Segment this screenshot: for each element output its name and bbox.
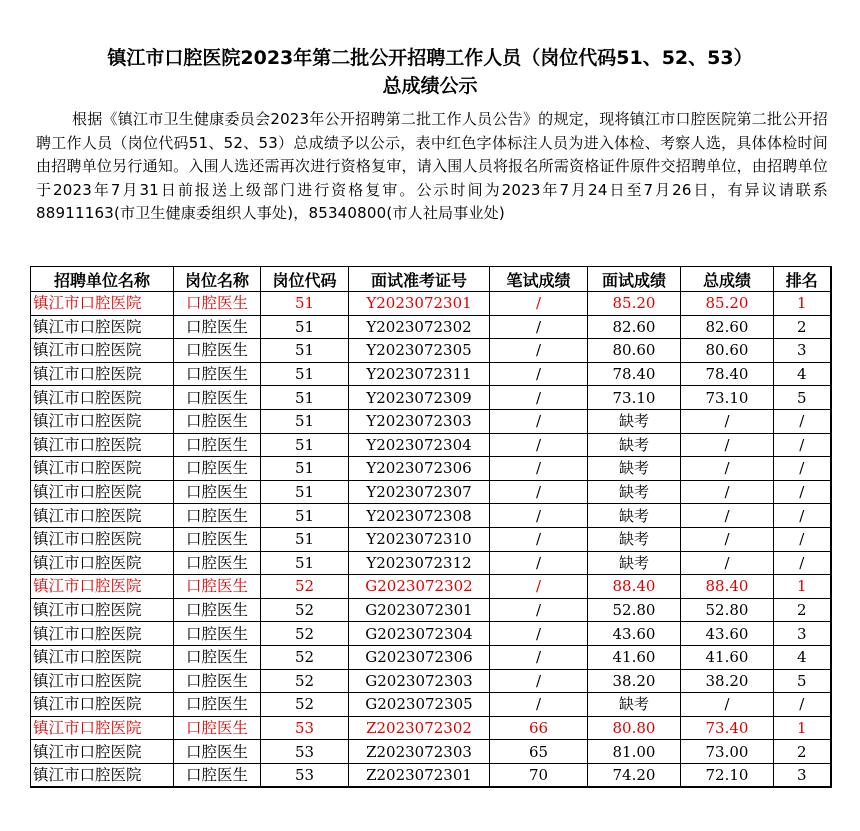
column-header-code: 岗位代码: [261, 267, 349, 292]
cell-post: 口腔医生: [174, 386, 261, 410]
cell-post: 口腔医生: [174, 645, 261, 669]
cell-rank: /: [774, 551, 831, 575]
table-row: [31, 315, 831, 339]
cell-code: 51: [261, 527, 349, 551]
cell-unit: 镇江市口腔医院: [31, 693, 174, 717]
column-header-ticket: 面试准考证号: [349, 267, 490, 292]
cell-written: /: [490, 527, 588, 551]
cell-unit: 镇江市口腔医院: [31, 339, 174, 363]
cell-written: 65: [490, 740, 588, 764]
table-row: [31, 480, 831, 504]
cell-interview: 80.60: [588, 339, 681, 363]
table-row: [31, 551, 831, 575]
column-header-interview: 面试成绩: [588, 267, 681, 292]
cell-ticket: Y2023072306: [349, 457, 490, 481]
cell-ticket: Y2023072307: [349, 480, 490, 504]
table-row: [31, 763, 831, 787]
cell-interview: 38.20: [588, 669, 681, 693]
cell-rank: 2: [774, 315, 831, 339]
cell-code: 51: [261, 315, 349, 339]
cell-interview: 43.60: [588, 622, 681, 646]
table-row: [31, 669, 831, 693]
intro-paragraph: 根据《镇江市卫生健康委员会2023年公开招聘第二批工作人员公告》的规定，现将镇江市口腔医院第二批公开招聘工作人员（岗位代码51、52、53）总成绩予以公示，表中红色字体标注人员为进入体检、考察人选，具体体检时间由招聘单位另行通知。入围人选还需再次进行资格复审，请入围人员将报名所需资格证件原件交招聘单位，由招聘单位于2023年7月31日前报送上级部门进行资格复审。公示时间为2023年7月24日至7月26日，有异议请联系88911163(市卫生健康委组织人事处)，85340800(市人社局事业处): [36, 110, 828, 222]
cell-code: 52: [261, 622, 349, 646]
cell-interview: 缺考: [588, 693, 681, 717]
cell-rank: /: [774, 409, 831, 433]
table-row: [31, 527, 831, 551]
cell-total: 73.10: [681, 386, 774, 410]
cell-total: 88.40: [681, 575, 774, 599]
cell-ticket: Z2023072301: [349, 763, 490, 787]
cell-rank: 5: [774, 386, 831, 410]
cell-ticket: Y2023072308: [349, 504, 490, 528]
cell-code: 52: [261, 645, 349, 669]
cell-ticket: G2023072306: [349, 645, 490, 669]
cell-code: 51: [261, 551, 349, 575]
cell-rank: 3: [774, 339, 831, 363]
cell-interview: 缺考: [588, 551, 681, 575]
cell-code: 51: [261, 480, 349, 504]
cell-post: 口腔医生: [174, 480, 261, 504]
cell-ticket: Z2023072302: [349, 716, 490, 740]
column-header-unit: 招聘单位名称: [31, 267, 174, 292]
cell-ticket: Y2023072304: [349, 433, 490, 457]
cell-interview: 80.80: [588, 716, 681, 740]
cell-total: 78.40: [681, 362, 774, 386]
cell-post: 口腔医生: [174, 551, 261, 575]
table-row: [31, 645, 831, 669]
cell-code: 51: [261, 292, 349, 316]
cell-code: 53: [261, 740, 349, 764]
cell-post: 口腔医生: [174, 362, 261, 386]
cell-post: 口腔医生: [174, 315, 261, 339]
column-header-rank: 排名: [774, 267, 831, 292]
title-line-1: 镇江市口腔医院2023年第二批公开招聘工作人员（岗位代码51、52、53）: [107, 47, 753, 69]
cell-unit: 镇江市口腔医院: [31, 292, 174, 316]
cell-interview: 缺考: [588, 457, 681, 481]
page-title: [0, 44, 860, 100]
cell-interview: 52.80: [588, 598, 681, 622]
cell-unit: 镇江市口腔医院: [31, 645, 174, 669]
cell-interview: 缺考: [588, 504, 681, 528]
cell-rank: /: [774, 480, 831, 504]
table-row: [31, 339, 831, 363]
cell-post: 口腔医生: [174, 575, 261, 599]
cell-total: 73.00: [681, 740, 774, 764]
cell-post: 口腔医生: [174, 504, 261, 528]
cell-written: /: [490, 457, 588, 481]
cell-rank: /: [774, 527, 831, 551]
cell-code: 51: [261, 362, 349, 386]
cell-post: 口腔医生: [174, 740, 261, 764]
table-header-row: [31, 267, 831, 292]
cell-total: 80.60: [681, 339, 774, 363]
cell-unit: 镇江市口腔医院: [31, 669, 174, 693]
table-row: [31, 693, 831, 717]
cell-code: 51: [261, 457, 349, 481]
cell-interview: 88.40: [588, 575, 681, 599]
cell-total: /: [681, 433, 774, 457]
table-row: [31, 575, 831, 599]
title-line-2: 总成绩公示: [382, 75, 478, 97]
cell-interview: 81.00: [588, 740, 681, 764]
cell-code: 51: [261, 339, 349, 363]
cell-ticket: G2023072304: [349, 622, 490, 646]
cell-ticket: G2023072301: [349, 598, 490, 622]
cell-unit: 镇江市口腔医院: [31, 622, 174, 646]
cell-unit: 镇江市口腔医院: [31, 386, 174, 410]
cell-ticket: Y2023072312: [349, 551, 490, 575]
cell-code: 52: [261, 669, 349, 693]
cell-total: 73.40: [681, 716, 774, 740]
cell-post: 口腔医生: [174, 622, 261, 646]
cell-unit: 镇江市口腔医院: [31, 551, 174, 575]
cell-rank: 3: [774, 763, 831, 787]
cell-rank: 1: [774, 575, 831, 599]
cell-total: 38.20: [681, 669, 774, 693]
cell-written: /: [490, 433, 588, 457]
cell-written: /: [490, 645, 588, 669]
cell-unit: 镇江市口腔医院: [31, 740, 174, 764]
cell-rank: 4: [774, 645, 831, 669]
cell-ticket: Y2023072302: [349, 315, 490, 339]
column-header-post: 岗位名称: [174, 267, 261, 292]
cell-interview: 78.40: [588, 362, 681, 386]
cell-total: /: [681, 527, 774, 551]
cell-written: /: [490, 575, 588, 599]
cell-rank: 3: [774, 622, 831, 646]
table-row: [31, 433, 831, 457]
cell-interview: 82.60: [588, 315, 681, 339]
cell-total: /: [681, 504, 774, 528]
cell-unit: 镇江市口腔医院: [31, 504, 174, 528]
table-row: [31, 504, 831, 528]
cell-total: /: [681, 480, 774, 504]
cell-code: 51: [261, 433, 349, 457]
score-table: [30, 266, 832, 788]
cell-interview: 缺考: [588, 480, 681, 504]
cell-ticket: G2023072305: [349, 693, 490, 717]
cell-rank: 5: [774, 669, 831, 693]
cell-total: /: [681, 409, 774, 433]
table-row: [31, 740, 831, 764]
cell-total: 85.20: [681, 292, 774, 316]
cell-post: 口腔医生: [174, 409, 261, 433]
cell-total: /: [681, 551, 774, 575]
cell-unit: 镇江市口腔医院: [31, 315, 174, 339]
cell-unit: 镇江市口腔医院: [31, 575, 174, 599]
cell-ticket: G2023072303: [349, 669, 490, 693]
cell-interview: 74.20: [588, 763, 681, 787]
cell-written: /: [490, 504, 588, 528]
cell-rank: /: [774, 693, 831, 717]
table-row: [31, 292, 831, 316]
cell-total: /: [681, 693, 774, 717]
cell-total: 41.60: [681, 645, 774, 669]
cell-written: /: [490, 480, 588, 504]
cell-rank: /: [774, 457, 831, 481]
column-header-written: 笔试成绩: [490, 267, 588, 292]
cell-total: 43.60: [681, 622, 774, 646]
cell-post: 口腔医生: [174, 716, 261, 740]
cell-code: 51: [261, 409, 349, 433]
cell-ticket: Y2023072310: [349, 527, 490, 551]
column-header-total: 总成绩: [681, 267, 774, 292]
cell-code: 52: [261, 575, 349, 599]
cell-unit: 镇江市口腔医院: [31, 409, 174, 433]
cell-code: 53: [261, 716, 349, 740]
cell-ticket: Y2023072303: [349, 409, 490, 433]
cell-rank: 2: [774, 598, 831, 622]
cell-rank: /: [774, 504, 831, 528]
cell-ticket: Z2023072303: [349, 740, 490, 764]
table-row: [31, 457, 831, 481]
cell-written: /: [490, 693, 588, 717]
cell-written: 66: [490, 716, 588, 740]
cell-unit: 镇江市口腔医院: [31, 763, 174, 787]
cell-total: /: [681, 457, 774, 481]
cell-ticket: G2023072302: [349, 575, 490, 599]
cell-code: 51: [261, 504, 349, 528]
cell-code: 51: [261, 386, 349, 410]
cell-rank: 2: [774, 740, 831, 764]
cell-ticket: Y2023072305: [349, 339, 490, 363]
cell-written: /: [490, 386, 588, 410]
cell-post: 口腔医生: [174, 598, 261, 622]
cell-post: 口腔医生: [174, 292, 261, 316]
cell-interview: 缺考: [588, 409, 681, 433]
cell-written: /: [490, 362, 588, 386]
cell-rank: /: [774, 433, 831, 457]
cell-unit: 镇江市口腔医院: [31, 480, 174, 504]
cell-written: /: [490, 409, 588, 433]
table-row: [31, 362, 831, 386]
cell-interview: 85.20: [588, 292, 681, 316]
cell-interview: 缺考: [588, 527, 681, 551]
cell-ticket: Y2023072311: [349, 362, 490, 386]
cell-written: /: [490, 551, 588, 575]
cell-code: 52: [261, 598, 349, 622]
cell-total: 72.10: [681, 763, 774, 787]
cell-total: 82.60: [681, 315, 774, 339]
cell-ticket: Y2023072301: [349, 292, 490, 316]
cell-post: 口腔医生: [174, 433, 261, 457]
cell-code: 52: [261, 693, 349, 717]
cell-unit: 镇江市口腔医院: [31, 457, 174, 481]
cell-written: /: [490, 598, 588, 622]
table-row: [31, 386, 831, 410]
cell-written: 70: [490, 763, 588, 787]
cell-post: 口腔医生: [174, 693, 261, 717]
cell-post: 口腔医生: [174, 763, 261, 787]
cell-code: 53: [261, 763, 349, 787]
table-row: [31, 622, 831, 646]
cell-post: 口腔医生: [174, 339, 261, 363]
cell-interview: 41.60: [588, 645, 681, 669]
cell-written: /: [490, 292, 588, 316]
cell-unit: 镇江市口腔医院: [31, 433, 174, 457]
cell-total: 52.80: [681, 598, 774, 622]
cell-written: /: [490, 339, 588, 363]
cell-written: /: [490, 315, 588, 339]
cell-rank: 1: [774, 292, 831, 316]
cell-written: /: [490, 669, 588, 693]
cell-unit: 镇江市口腔医院: [31, 527, 174, 551]
cell-rank: 4: [774, 362, 831, 386]
cell-unit: 镇江市口腔医院: [31, 716, 174, 740]
cell-post: 口腔医生: [174, 457, 261, 481]
cell-ticket: Y2023072309: [349, 386, 490, 410]
cell-post: 口腔医生: [174, 527, 261, 551]
table-row: [31, 598, 831, 622]
cell-interview: 73.10: [588, 386, 681, 410]
table-row: [31, 409, 831, 433]
cell-unit: 镇江市口腔医院: [31, 362, 174, 386]
cell-rank: 1: [774, 716, 831, 740]
cell-post: 口腔医生: [174, 669, 261, 693]
cell-unit: 镇江市口腔医院: [31, 598, 174, 622]
cell-interview: 缺考: [588, 433, 681, 457]
table-row: [31, 716, 831, 740]
cell-written: /: [490, 622, 588, 646]
